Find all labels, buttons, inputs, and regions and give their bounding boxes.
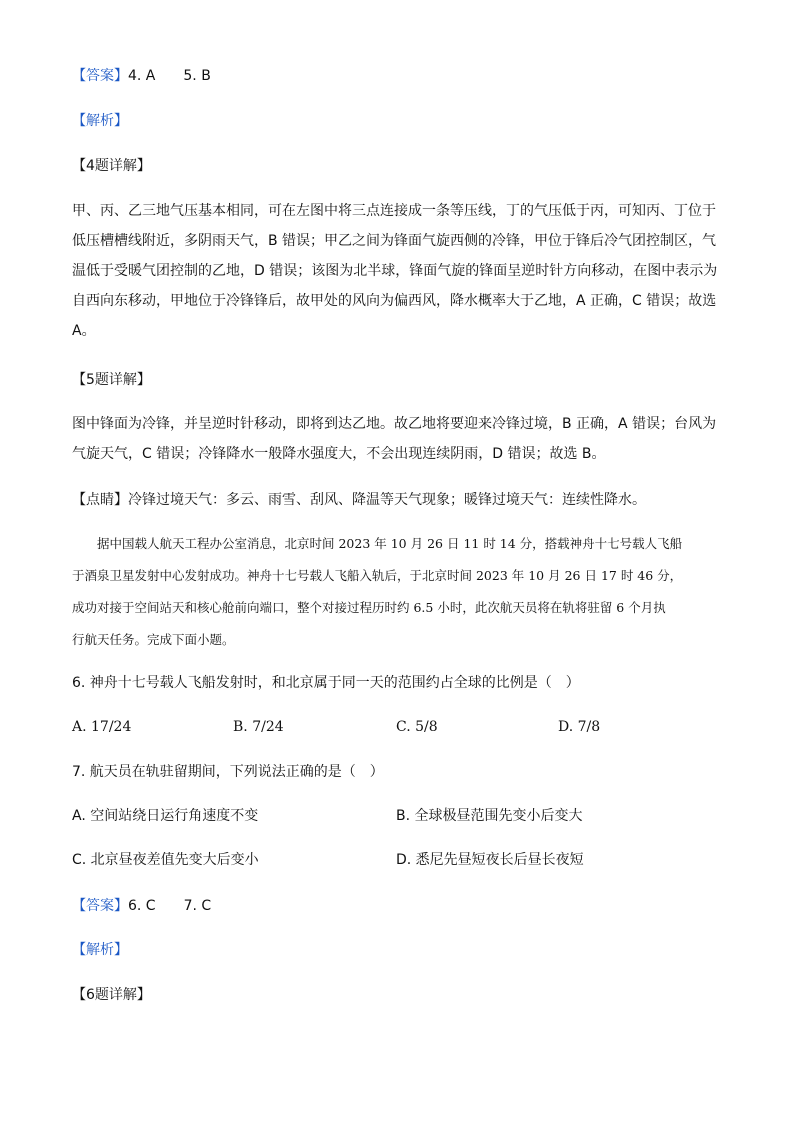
answer-tag: 【答案】	[72, 68, 128, 84]
q7-option-c[interactable]: C. 北京昼夜差值先变大后变小	[72, 852, 259, 868]
answer-text: 4. A	[128, 68, 156, 84]
material-line: 于酒泉卫星发射中心发射成功。神舟十七号载人飞船入轨后，于北京时间 2023 年 10 月 26 日 17 时 46 分，	[72, 568, 683, 583]
tip-tag: 【点睛】	[72, 492, 128, 508]
material-line: 成功对接于空间站天和核心舱前向端口，整个对接过程历时约 6.5 小时，此次航天员将在轨将驻留 6 个月执	[72, 600, 666, 615]
analysis-tag: 【解析】	[72, 942, 128, 958]
tip-line	[72, 490, 646, 510]
detail-4-line: A。	[72, 323, 96, 339]
detail-4-paragraph	[72, 196, 722, 346]
q7-option-a[interactable]: A. 空间站绕日运行角速度不变	[72, 808, 259, 824]
answer-text-2: 5. B	[183, 68, 211, 84]
analysis-tag: 【解析】	[72, 113, 128, 129]
answer-text: 6. C	[128, 898, 156, 914]
q6-option-c[interactable]: C. 5/8	[396, 719, 438, 735]
answer-line-q4-5	[72, 66, 211, 86]
material-line: 据中国载人航天工程办公室消息，北京时间 2023 年 10 月 26 日 11 时 14 分，搭载神舟十七号载人飞船	[72, 536, 683, 551]
q6-option-b[interactable]: B. 7/24	[233, 719, 284, 735]
material-passage	[72, 528, 724, 656]
question-7-stem: 7. 航天员在轨驻留期间，下列说法正确的是（ ）	[72, 764, 384, 780]
detail-6-tag: 【6题详解】	[72, 987, 151, 1003]
q6-option-a[interactable]: A. 17/24	[72, 719, 132, 735]
answer-text-2: 7. C	[183, 898, 212, 914]
material-line: 行航天任务。完成下面小题。	[72, 632, 235, 647]
detail-5-line: 图中锋面为冷锋，并呈逆时针移动，即将到达乙地。故乙地将要迎来冷锋过境，B 正确，A 错误；台风为	[72, 416, 717, 432]
question-6-stem: 6. 神舟十七号载人飞船发射时，和北京属于同一天的范围约占全球的比例是（ ）	[72, 675, 580, 691]
detail-4-line: 自西向东移动，甲地位于冷锋锋后，故甲处的风向为偏西风，降水概率大于乙地，A 正确，C 错误；故选	[72, 293, 717, 309]
detail-4-line: 温低于受暖气团控制的乙地，D 错误；该图为北半球，锋面气旋的锋面呈逆时针方向移动，在图中表示为	[72, 263, 718, 279]
answer-line-q6-7	[72, 896, 211, 916]
answer-tag: 【答案】	[72, 898, 128, 914]
q6-option-d[interactable]: D. 7/8	[558, 719, 601, 735]
detail-4-line: 甲、丙、乙三地气压基本相同，可在左图中将三点连接成一条等压线，丁的气压低于丙，可知丙、丁位于	[72, 203, 716, 219]
detail-5-tag: 【5题详解】	[72, 372, 151, 388]
detail-5-paragraph	[72, 409, 722, 469]
detail-4-tag: 【4题详解】	[72, 158, 151, 174]
detail-4-line: 低压槽槽线附近，多阴雨天气，B 错误；甲乙之间为锋面气旋西侧的冷锋，甲位于锋后冷气团控制区，气	[72, 233, 717, 249]
q7-option-d[interactable]: D. 悉尼先昼短夜长后昼长夜短	[396, 852, 584, 868]
q7-option-b[interactable]: B. 全球极昼范围先变小后变大	[396, 808, 583, 824]
tip-text: 冷锋过境天气：多云、雨雪、刮风、降温等天气现象；暖锋过境天气：连续性降水。	[128, 492, 646, 508]
detail-5-line: 气旋天气，C 错误；冷锋降水一般降水强度大，不会出现连续阴雨，D 错误；故选 B。	[72, 446, 606, 462]
